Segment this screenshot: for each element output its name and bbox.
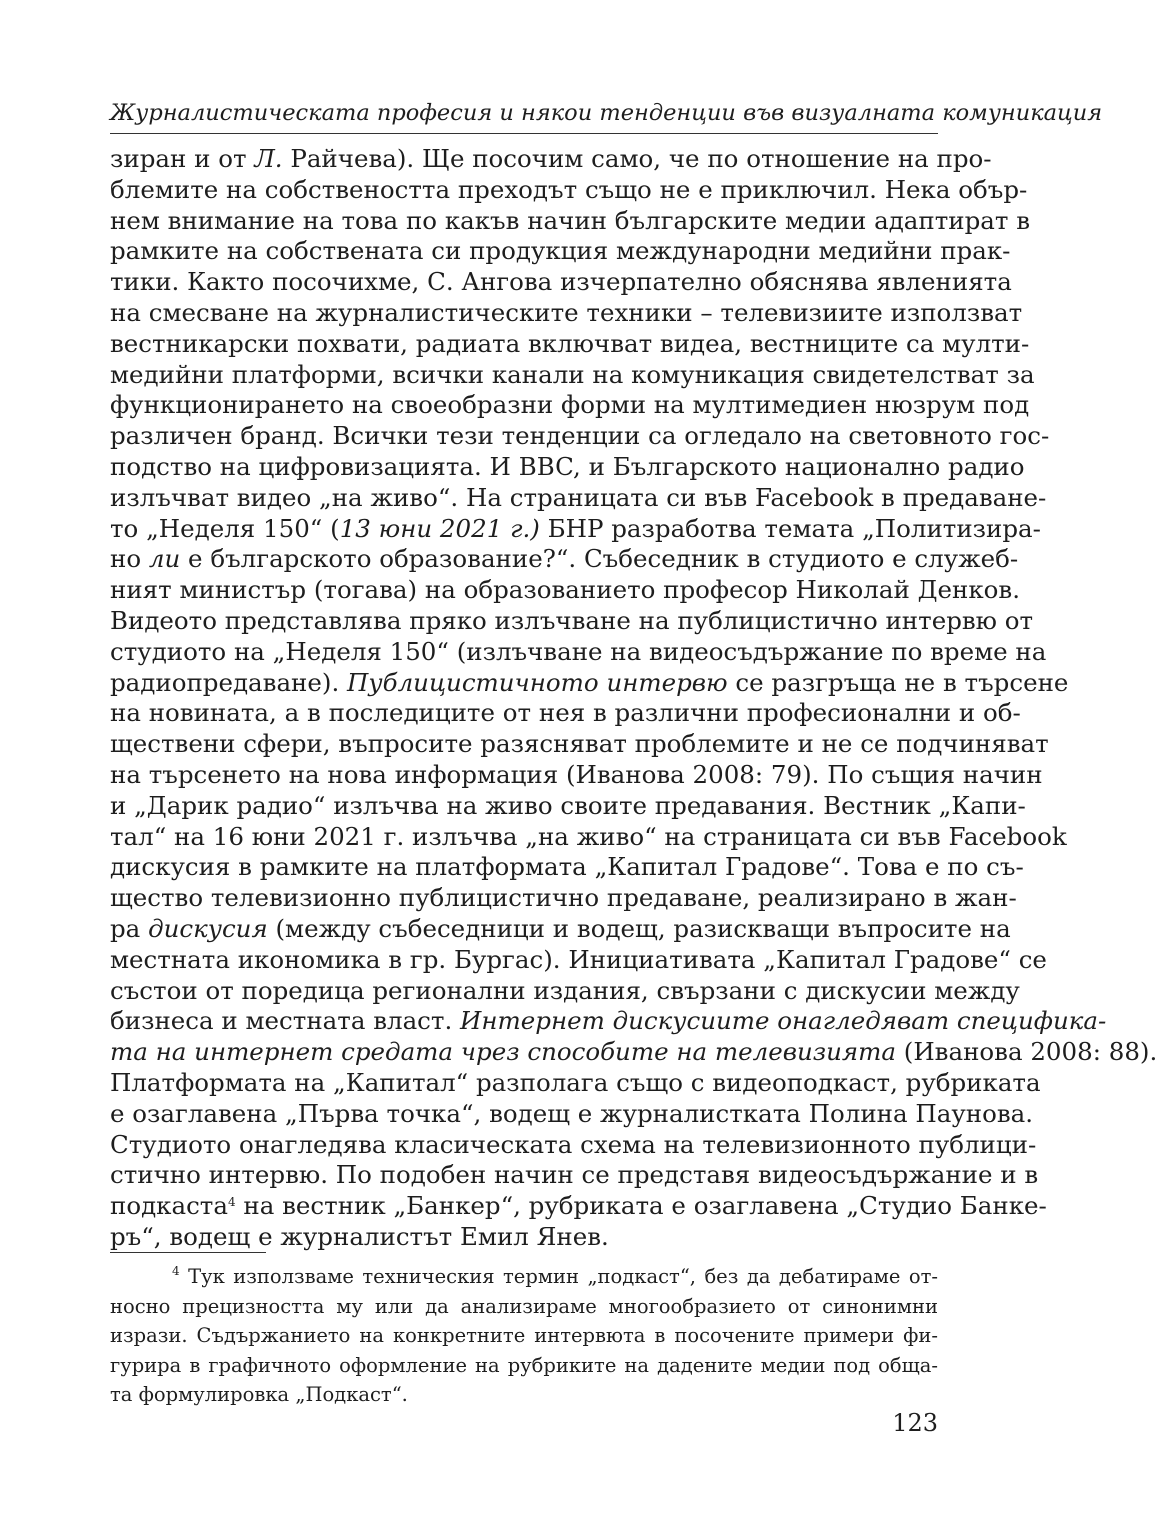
page-number: 123 [892,1409,938,1437]
text-line [110,144,992,175]
footnote-line [110,1321,938,1351]
text-line [110,1098,1034,1130]
text-segment: радиопредаване). [110,667,348,697]
text-segment: се разгръща не в търсене [727,667,1069,697]
text-segment: дискусия в рамките на платформата „Капитал Градове“. Това е по съ- [110,852,1024,882]
text-segment: Платформата на „Капитал“ разполага също с видеоподкаст, рубриката [110,1067,1041,1097]
text-line [110,421,1050,452]
text-line [110,236,1011,267]
text-line [110,1129,1037,1161]
text-segment: тики. Както посочихме, С. Ангова изчерпателно обяснява явленията [110,267,1012,297]
text-segment: подкаста [110,1191,228,1221]
text-segment: вестникарски похвати, радиата включват видеа, вестниците са мулти- [110,328,1030,358]
text-segment: ръ“, водещ е журналистът Емил Янев. [110,1221,609,1251]
text-line [110,913,1011,945]
text-line [110,698,1021,729]
text-line [110,605,1034,637]
footnote-marker: 4 [172,1264,180,1278]
italic-text: Интернет дискусиите онагледяват специфика- [460,1006,1107,1036]
text-line [110,267,1012,298]
text-segment: ществени сфери, въпросите разясняват проблемите и не се подчиняват [110,729,1049,759]
text-line [110,1191,1047,1222]
text-segment: медийни платформи, всички канали на комуникация свидетелстват за [110,359,1035,389]
text-segment: блемите на собствеността преходът също не е приключил. Нека обър- [110,174,1028,204]
text-segment: (Иванова 2008: 88). [895,1037,1157,1067]
text-line [110,575,1020,606]
text-segment: стично интервю. По подобен начин се представя видеосъдържание и в [110,1160,1039,1190]
text-line [110,451,1025,483]
text-segment: функционирането на своеобразни форми на мултимедиен нюзрум под [110,390,1030,420]
text-segment: щество телевизионно публицистично предаване, реализирано в жан- [110,883,1017,913]
text-segment: Райчева). Ще посочим само, че по отношение на про- [282,144,992,173]
text-segment: ният министър (тогава) на образованието професор Николай Денков. [110,575,1020,605]
text-segment: е озаглавена „Първа точка“, водещ е журналистката Полина Паунова. [110,1098,1034,1128]
text-segment: ра [110,913,149,943]
text-line [110,482,1047,514]
text-line [110,821,1067,853]
text-segment: подство на цифровизацията. И BBC, и Българското национално радио [110,451,1025,481]
header-divider [110,133,938,134]
text-segment: но [110,544,149,574]
text-segment: зиран и от [110,144,255,173]
text-segment: на смесване на журналистическите техники – телевизиите използват [110,297,1023,327]
text-line [110,975,1020,1007]
text-segment: различен бранд. Всички тези тенденции са огледало на световното гос- [110,421,1050,451]
text-segment: нем внимание на това по какъв начин българските медии адаптират в [110,205,1031,235]
text-segment: бизнеса и местната власт. [110,1006,461,1036]
text-segment: Видеото представлява пряко излъчване на публицистично интервю от [110,605,1034,635]
text-segment: (между събеседници и водещ, разискващи въпросите на [267,913,1011,943]
text-line [110,513,1041,545]
footnote-line [110,1380,938,1410]
footnote-text: носно прецизността му или да анализираме многообразието от синонимни [110,1294,938,1318]
main-text [110,144,1157,1253]
running-head: Журналистическата професия и някои тенденции във визуалната комуникация [110,100,1103,126]
text-line [110,944,1047,976]
text-segment: състои от поредица регионални издания, свързани с дискусии между [110,975,1020,1005]
text-segment: тал“ на 16 юни 2021 г. излъчва „на живо“ на страницата си във Facebook [110,821,1067,851]
footnote-divider [110,1252,266,1253]
text-line [110,883,1017,914]
italic-text: ли [148,544,181,574]
text-line [110,759,1043,791]
text-segment: на вестник „Банкер“, рубриката е озаглавена „Студио Банке- [235,1191,1047,1221]
text-segment: е българското образование?“. Събеседник в студиото е служеб- [180,544,1019,574]
footnote-line [110,1351,938,1381]
text-line [110,359,1035,391]
footnote-text: изрази. Съдържанието на конкретните интервюта в посочените примери фи- [110,1324,938,1347]
text-line [110,1006,1107,1037]
text-line [110,1067,1041,1099]
text-segment: БНР разработва темата „Политизира- [539,513,1041,543]
text-segment: студиото на „Неделя 150“ (излъчване на видеосъдържание по време на [110,636,1047,666]
footnote-line [110,1262,938,1292]
text-segment: рамките на собствената си продукция международни медийни прак- [110,236,1011,266]
italic-text: та на интернет средата чрез способите на телевизията [110,1037,896,1067]
text-line [110,852,1024,883]
text-segment: на новината, а в последиците от нея в различни професионални и об- [110,698,1021,728]
text-segment: и „Дарик радио“ излъчва на живо своите предавания. Вестник „Капи- [110,790,1026,820]
text-line [110,636,1047,668]
text-segment: на търсенето на нова информация (Иванова 2008: 79). По същия начин [110,759,1043,789]
italic-text: 13 юни 2021 г.) [339,513,540,543]
footnote-line [110,1292,938,1322]
text-line [110,790,1026,822]
italic-text: дискусия [148,913,268,943]
text-segment: то „Неделя 150“ ( [110,513,340,543]
footnote [110,1262,938,1410]
text-line [110,1222,938,1253]
text-line [110,1160,1039,1191]
text-line [110,174,1028,206]
text-line [110,390,1030,421]
text-line [110,729,1049,760]
footnote-text: Тук използваме техническия термин „подкаст“, без да дебатираме от- [188,1265,938,1288]
text-segment: местната икономика в гр. Бургас). Инициативата „Капитал Градове“ се [110,944,1047,974]
text-line [110,297,1023,329]
text-line [110,205,1031,237]
footnote-text: гурира в графичното оформление на рубриките на дадените медии под обща- [110,1353,938,1377]
text-line [110,544,1019,575]
text-line [110,667,1069,699]
italic-text: Публицистичното интервю [347,667,728,697]
text-line [110,1037,1157,1068]
text-line [110,328,1030,360]
footnote-reference: 4 [227,1195,236,1210]
footnote-text: та формулировка „Подкаст“. [110,1383,408,1406]
text-segment: излъчват видео „на живо“. На страницата си във Facebook в предаване- [110,482,1047,512]
italic-text: Л. [254,144,283,173]
text-segment: Студиото онагледява класическата схема на телевизионното публици- [110,1129,1037,1159]
